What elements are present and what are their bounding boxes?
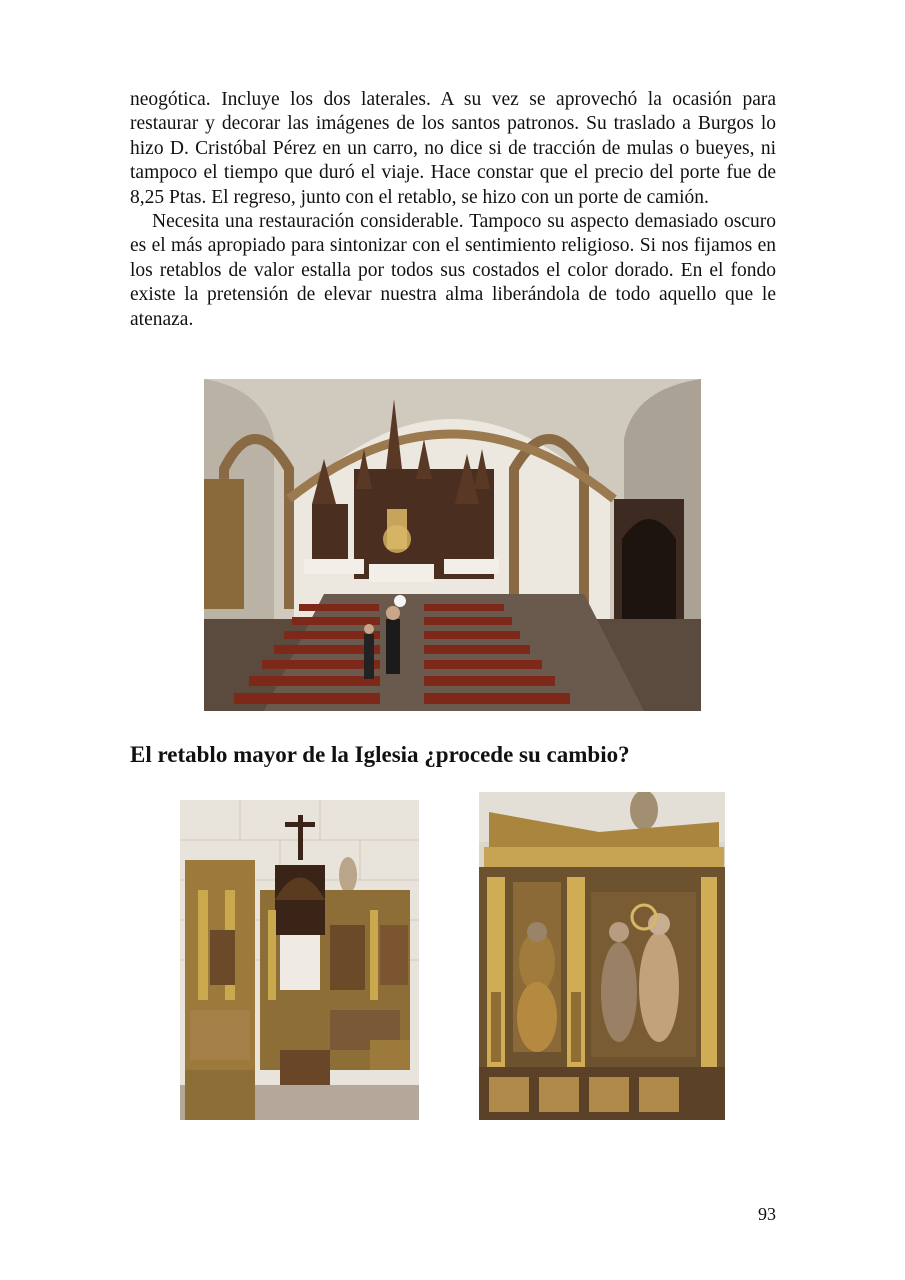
page-number: 93 <box>758 1204 776 1224</box>
paragraph-2: Necesita una restauración considerable. Tampoco su aspecto demasiado oscuro es el más apropiado para sintonizar con el sentimiento religioso. Si nos fijamos en los retablos de valor estalla por todos sus costados el color dorado. En el fondo existe la pretensión de elevar nuestra alma liberándola de todo aquello que le atenaza. <box>130 211 776 330</box>
church-nave-photo <box>204 379 701 711</box>
old-altarpiece-photo <box>180 800 419 1120</box>
altarpiece-detail-photo <box>479 792 725 1120</box>
body-text <box>130 88 776 332</box>
paragraph-1: neogótica. Incluye los dos laterales. A su vez se aprovechó la ocasión para restaurar y decorar las imágenes de los santos patronos. Su traslado a Burgos lo hizo D. Cristóbal Pérez en un carro, no dice si de tracción de mulas o bueyes, ni tampoco el tiempo que duró el viaje. Hace constar que el precio del porte fue de 8,25 Ptas. El regreso, junto con el retablo, se hizo con un porte de camión. <box>130 89 776 208</box>
section-heading: El retablo mayor de la Iglesia ¿procede su cambio? <box>130 742 630 767</box>
